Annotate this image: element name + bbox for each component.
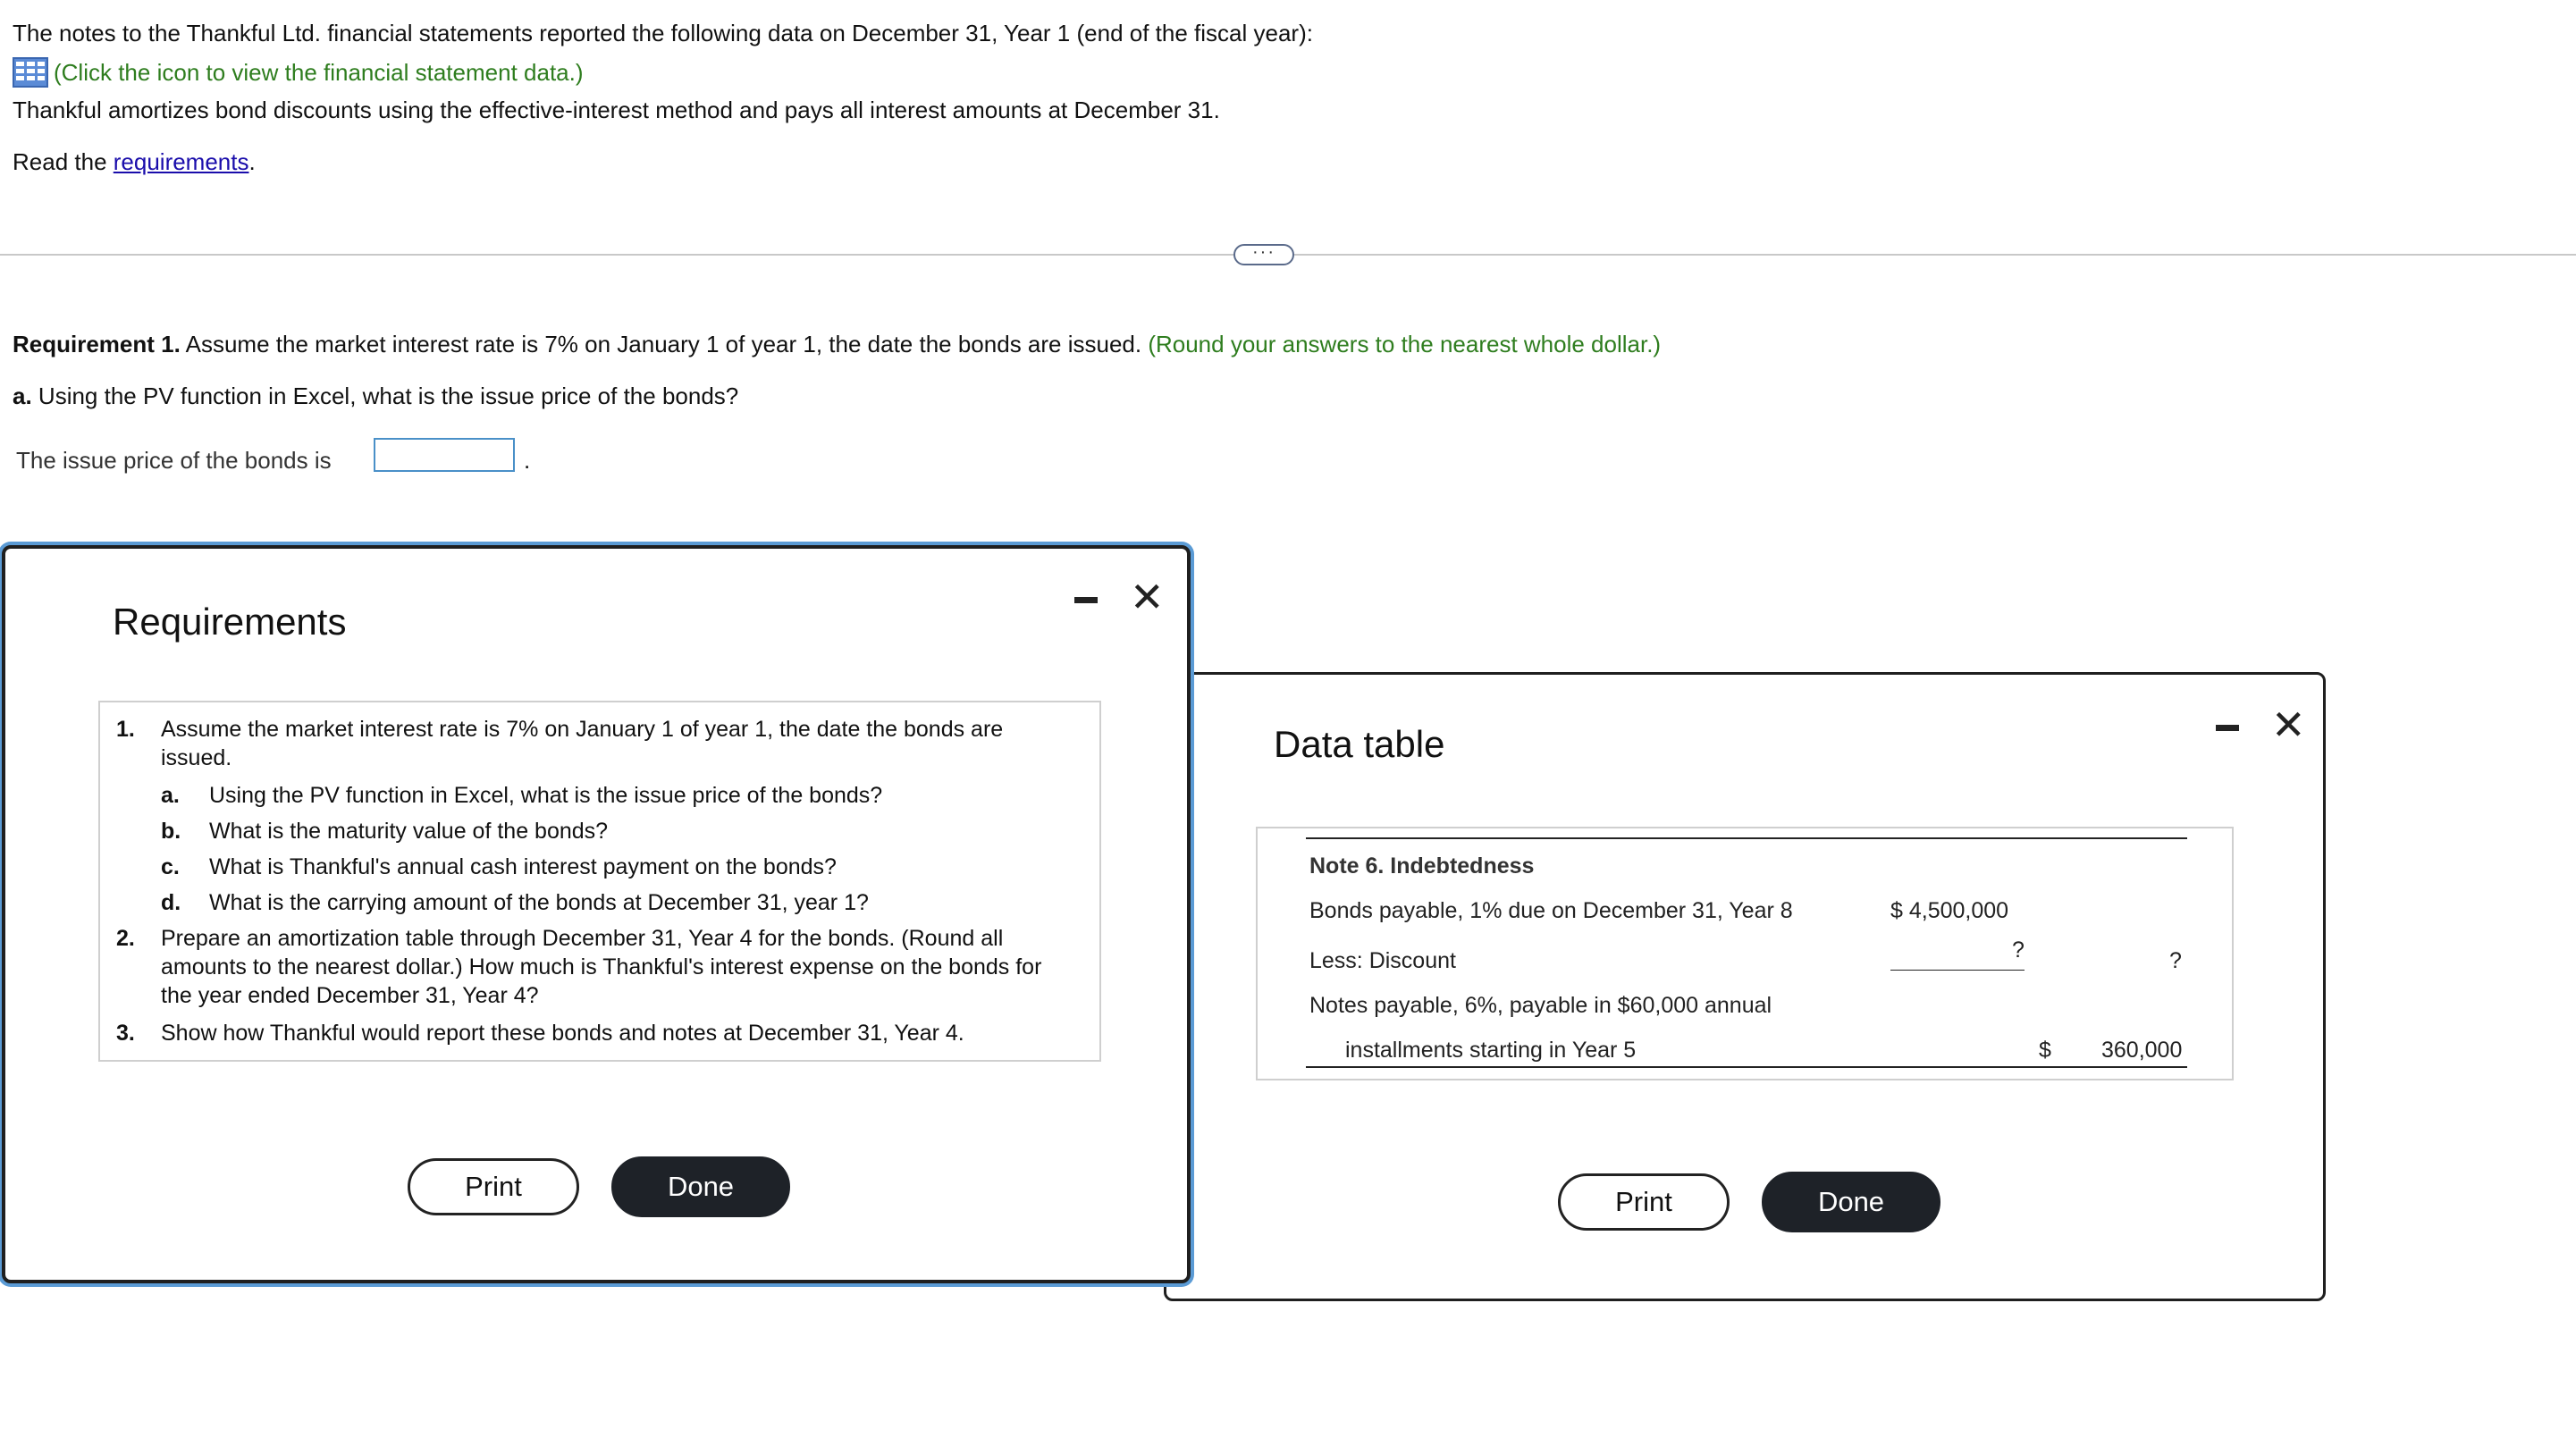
- req-text: amounts to the nearest dollar.) How much is Thankful's interest expense on the bonds for: [161, 954, 1042, 979]
- discount-value: ?: [2012, 937, 2025, 963]
- bonds-payable-label: Bonds payable, 1% due on December 31, Year 8: [1309, 898, 1793, 923]
- read-suffix: .: [248, 148, 256, 175]
- req-text: Prepare an amortization table through December 31, Year 4 for the bonds. (Round all: [161, 926, 1004, 951]
- data-table-title: Data table: [1274, 723, 1445, 765]
- req-text: issued.: [161, 745, 232, 770]
- close-icon[interactable]: ✕: [1130, 574, 1165, 620]
- data-done-button[interactable]: Done: [1762, 1172, 1940, 1232]
- req-num: a.: [161, 783, 180, 808]
- bonds-net-value: ?: [2169, 948, 2182, 973]
- requirements-link[interactable]: requirements: [113, 148, 249, 175]
- part-a-line: [13, 383, 738, 410]
- answer-prompt: The issue price of the bonds is: [16, 447, 332, 474]
- req-num: 3.: [116, 1021, 135, 1046]
- notes-payable-value: 360,000: [2101, 1038, 2183, 1063]
- part-label: a.: [13, 383, 32, 409]
- financial-data-link-text[interactable]: (Click the icon to view the financial statement data.): [54, 58, 584, 86]
- req-text: What is Thankful's annual cash interest payment on the bonds?: [209, 854, 837, 879]
- requirement-label: Requirement 1.: [13, 331, 181, 357]
- issue-price-input[interactable]: [374, 438, 515, 472]
- minimize-icon[interactable]: [2216, 725, 2239, 731]
- read-prefix: Read the: [13, 148, 114, 175]
- req-text: Assume the market interest rate is 7% on January 1 of year 1, the date the bonds are: [161, 717, 1004, 742]
- requirements-done-button[interactable]: Done: [611, 1156, 790, 1217]
- table-top-rule: [1306, 837, 2187, 839]
- intro-line: The notes to the Thankful Ltd. financial statements reported the following data on December 31, Year 1 (end of the fiscal year):: [13, 20, 1313, 46]
- amortization-note: Thankful amortizes bond discounts using the effective-interest method and pays all interest amounts at December 31.: [13, 97, 1220, 123]
- req-text: the year ended December 31, Year 4?: [161, 983, 539, 1008]
- indebtedness-table: [1256, 827, 2234, 1080]
- discount-underline: [1890, 970, 2025, 971]
- requirements-title: Requirements: [113, 601, 347, 643]
- req-num: b.: [161, 819, 181, 844]
- req-num: c.: [161, 854, 180, 879]
- rounding-hint: (Round your answers to the nearest whole dollar.): [1148, 331, 1662, 357]
- table-heading: Note 6. Indebtedness: [1309, 853, 1535, 879]
- table-grid-icon[interactable]: [13, 57, 48, 88]
- req-text: What is the maturity value of the bonds?: [209, 819, 609, 844]
- financial-data-link[interactable]: [13, 57, 584, 88]
- notes-payable-label-cont: installments starting in Year 5: [1345, 1038, 1637, 1063]
- bonds-payable-value: $ 4,500,000: [1890, 898, 2009, 923]
- part-text: Using the PV function in Excel, what is the issue price of the bonds?: [31, 383, 739, 409]
- requirements-list: [98, 701, 1101, 1062]
- req-num: d.: [161, 890, 181, 915]
- data-print-button[interactable]: Print: [1558, 1173, 1730, 1231]
- req-text: Using the PV function in Excel, what is the issue price of the bonds?: [209, 783, 883, 808]
- requirement-1-line: [13, 331, 1661, 358]
- discount-label: Less: Discount: [1309, 948, 1456, 973]
- req-text: What is the carrying amount of the bonds at December 31, year 1?: [209, 890, 869, 915]
- requirement-text: Assume the market interest rate is 7% on January 1 of year 1, the date the bonds are issued.: [180, 331, 1149, 357]
- answer-suffix: .: [524, 447, 531, 474]
- requirements-print-button[interactable]: Print: [408, 1158, 579, 1215]
- data-table-popup: [1164, 672, 2326, 1301]
- close-icon[interactable]: ✕: [2271, 702, 2306, 748]
- minimize-icon[interactable]: [1074, 597, 1098, 603]
- req-num: 2.: [116, 926, 135, 951]
- req-text: Show how Thankful would report these bonds and notes at December 31, Year 4.: [161, 1021, 964, 1046]
- notes-payable-label: Notes payable, 6%, payable in $60,000 annual: [1309, 993, 1772, 1018]
- read-requirements-line: [13, 148, 256, 176]
- notes-currency: $: [2039, 1038, 2051, 1063]
- table-bottom-rule: [1306, 1066, 2187, 1068]
- req-num: 1.: [116, 717, 135, 742]
- expand-button[interactable]: ···: [1233, 244, 1294, 265]
- requirements-popup: [2, 545, 1191, 1283]
